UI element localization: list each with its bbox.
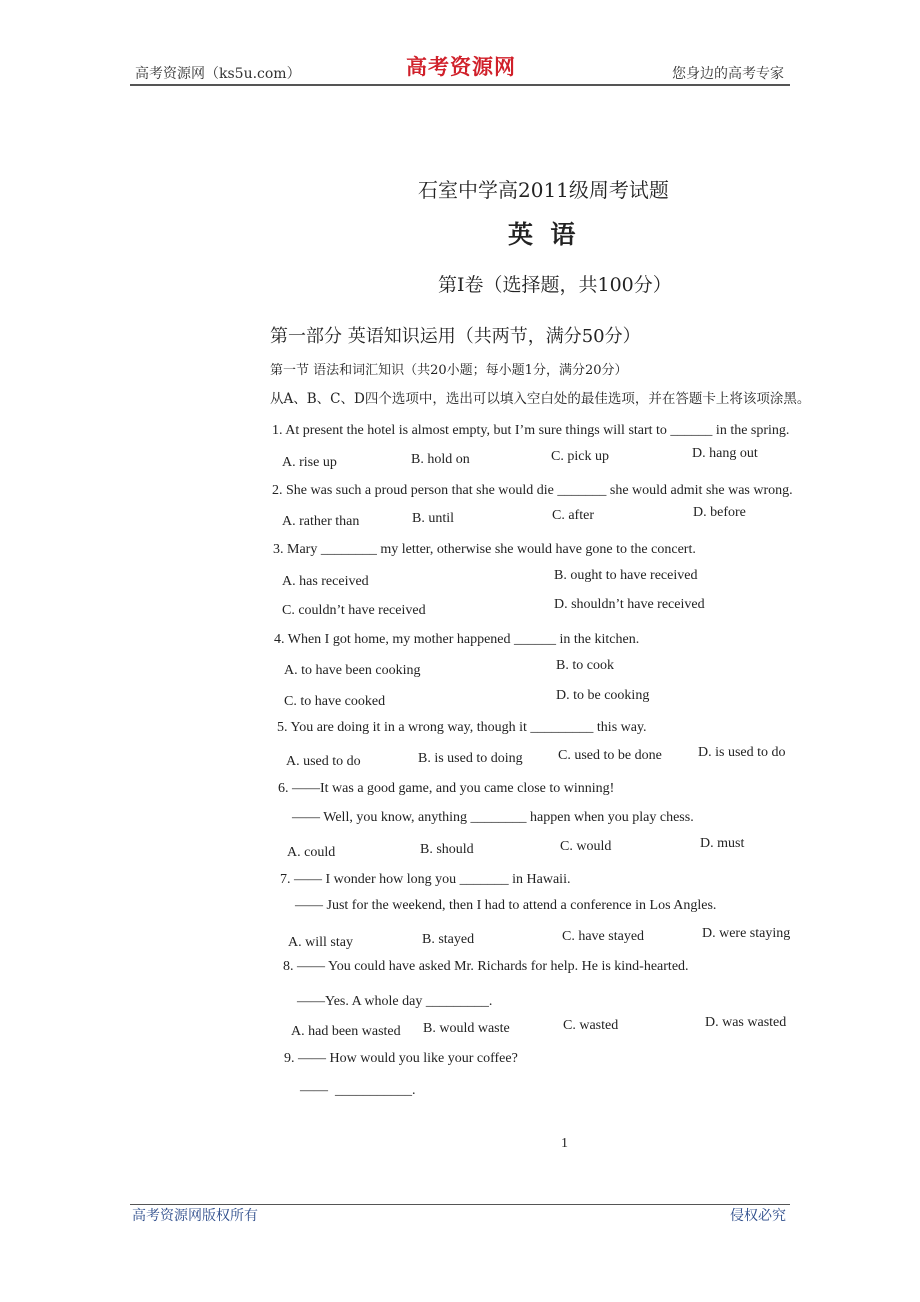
option: A. had been wasted [291,1024,401,1039]
question-reply: ——Yes. A whole day _________. [297,994,493,1009]
question-stem: 8. —— You could have asked Mr. Richards for help. He is kind-hearted. [283,959,689,974]
question-stem: 1. At present the hotel is almost empty, but I’m sure things will start to ______ in the spring. [272,423,790,438]
option: C. have stayed [562,929,645,944]
option: A. will stay [288,935,353,950]
option: A. has received [282,574,369,589]
option: B. should [420,842,474,857]
header-site-name: 高考资源网（ks5u.com） [135,66,301,82]
instruction: 从A、B、C、D四个选项中，选出可以填入空白处的最佳选项，并在答题卡上将该项涂黑。 [270,391,811,407]
subject-title: 英 语 [508,220,576,249]
volume-title: 第Ⅰ卷（选择题，共100分） [438,274,672,296]
header-rule [130,84,790,86]
option: C. after [552,508,594,523]
exam-title: 石室中学高2011级周考试题 [418,178,669,202]
option: A. used to do [286,754,361,769]
option: A. rather than [282,514,360,529]
option: D. shouldn’t have received [554,597,705,612]
question-stem: 3. Mary ________ my letter, otherwise she would have gone to the concert. [273,542,696,557]
option: C. used to be done [558,748,662,763]
option: C. would [560,839,612,854]
footer-copyright: 高考资源网版权所有 [132,1208,258,1224]
option: B. would waste [423,1021,510,1036]
option: C. to have cooked [284,694,386,709]
option: D. before [693,505,746,520]
site-logo: 高考资源网 [406,54,516,79]
section-heading: 第一节 语法和词汇知识（共20小题；每小题1分，满分20分） [270,363,628,378]
option: B. to cook [556,658,614,673]
option: B. stayed [422,932,475,947]
page-number: 1 [561,1136,568,1151]
option: D. hang out [692,446,758,461]
option: C. couldn’t have received [282,603,426,618]
option: B. is used to doing [418,751,523,766]
question-reply: —— Just for the weekend, then I had to attend a conference in Los Angles. [295,898,717,913]
option: D. is used to do [698,745,786,760]
question-reply: —— Well, you know, anything ________ happen when you play chess. [292,810,694,825]
option: A. to have been cooking [284,663,421,678]
option: D. to be cooking [556,688,650,703]
option: B. until [412,511,455,526]
question-stem: 2. She was such a proud person that she would die _______ she would admit she was wrong. [272,483,793,498]
option: C. wasted [563,1018,619,1033]
footer-rule [130,1204,790,1205]
header-slogan: 您身边的高考专家 [672,66,784,82]
question-stem: 9. —— How would you like your coffee? [284,1051,518,1066]
option: A. could [287,845,336,860]
question-stem: 5. You are doing it in a wrong way, though it _________ this way. [277,720,647,735]
option: B. ought to have received [554,568,698,583]
question-stem: 4. When I got home, my mother happened ______ in the kitchen. [274,632,640,647]
part-heading: 第一部分 英语知识运用（共两节，满分50分） [270,326,641,347]
option: D. was wasted [705,1015,787,1030]
question-stem: 7. —— I wonder how long you _______ in Hawaii. [280,872,571,887]
option: C. pick up [551,449,609,464]
option: A. rise up [282,455,337,470]
footer-rights: 侵权必究 [730,1208,786,1224]
option: D. must [700,836,745,851]
option: D. were staying [702,926,791,941]
option: B. hold on [411,452,470,467]
question-stem: 6. ——It was a good game, and you came close to winning! [278,781,615,796]
question-reply: —— ___________. [300,1083,416,1098]
